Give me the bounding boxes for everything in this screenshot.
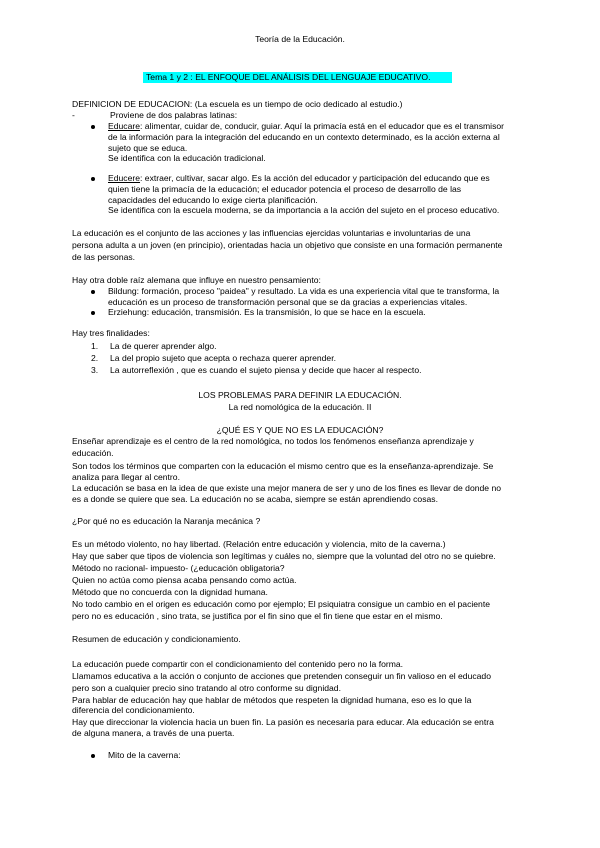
problems-title: LOS PROBLEMAS PARA DEFINIR LA EDUCACIÓN. (198, 390, 402, 400)
bullet-icon (91, 311, 95, 315)
orange-heading: ¿Por qué no es educación la Naranja mecánica ? (72, 516, 261, 526)
what-is-line: Enseñar aprendizaje es el centro de la red nomológica, no todos los fenómenos enseñanza aprendizaje y (72, 436, 474, 446)
purpose-number: 1. (91, 341, 99, 351)
purpose-number: 3. (91, 365, 99, 375)
summary-line: diferencia del condicionamiento. (72, 705, 195, 715)
topic-title: Tema 1 y 2 : EL ENFOQUE DEL ANÁLISIS DEL LENGUAJE EDUCATIVO. (146, 72, 431, 82)
what-is-line: Son todos los términos que comparten con la educación el mismo centro que es la enseñanza-aprendizaje. Se (72, 461, 494, 471)
educare-line-3: sujeto que se educa. (108, 143, 188, 153)
purpose-number: 2. (91, 353, 99, 363)
bullet-icon (91, 290, 95, 294)
page-header: Teoría de la Educación. (255, 34, 345, 44)
purpose-text: La de querer aprender algo. (110, 341, 217, 351)
latin-intro: Proviene de dos palabras latinas: (110, 110, 238, 120)
educere-term: Educere (108, 173, 141, 183)
bullet-icon (91, 177, 95, 181)
cave-item: Mito de la caverna: (108, 750, 181, 760)
summary-line: Para hablar de educación hay que hablar de métodos que respeten la dignidad humana, eso es lo que la (72, 695, 472, 705)
educere-line-2: quien tiene la primacía de la educación; el educador potencia el proceso de desarrollo de las (108, 184, 462, 194)
orange-line: pero no es educación , sino trata, se justifica por el fin sino que el fin tiene que estar en el mismo. (72, 611, 443, 621)
summary-line: Hay que direccionar la violencia hacia un buen fin. La pasión es necesaria para educar. Ala educación se entra (72, 717, 494, 727)
what-is-heading: ¿QUÉ ES Y QUE NO ES LA EDUCACIÓN? (216, 425, 384, 435)
summary-line: pero son a cualquier precio sino tratando al otro conforme su dignidad. (72, 683, 341, 693)
what-is-line: analiza para llegar al centro. (72, 472, 180, 482)
what-is-line: educación. (72, 448, 114, 458)
educere-line-3: capacidades del educando lo exige cierta planificación. (108, 195, 318, 205)
educare-line-4: Se identifica con la educación tradicional. (108, 153, 266, 163)
orange-line: Hay que saber que tipos de violencia son legítimas y cuáles no, siempre que la voluntad del otro no se quiebre. (72, 551, 496, 561)
what-is-line: es a donde se quiere que sea. La educación no se acaba, siempre se están aprendiendo cosas. (72, 494, 438, 504)
problems-subtitle: La red nomológica de la educación. II (228, 402, 372, 412)
orange-line: Es un método violento, no hay libertad. (Relación entre educación y violencia, mito de la caverna.) (72, 539, 446, 549)
educare-term: Educare (108, 121, 141, 131)
educere-line-4: Se identifica con la escuela moderna, se da importancia a la acción del sujeto en el proceso educativo. (108, 205, 500, 215)
purpose-text: La autorreflexión , que es cuando el sujeto piensa y decide que hacer al respecto. (110, 365, 422, 375)
definition-heading: DEFINICION DE EDUCACION: (La escuela es un tiempo de ocio dedicado al estudio.) (72, 99, 403, 109)
bullet-icon (91, 125, 95, 129)
orange-line: No todo cambio en el origen es educación como por ejemplo; El psiquiatra consigue un cambio en el paciente (72, 599, 491, 609)
definition-paragraph-line: La educación es el conjunto de las acciones y las influencias ejercidas voluntarias e involuntarias de una (72, 228, 471, 238)
summary-heading: Resumen de educación y condicionamiento. (72, 634, 241, 644)
orange-line: Método no racional- impuesto- (¿educación obligatoria? (72, 563, 285, 573)
educare-line-2: de la información para la integración del educando en un contexto determinado, es la acción externa al (108, 132, 500, 142)
definition-paragraph-line: de las personas. (72, 252, 136, 262)
educere-line-1: Educere: extraer, cultivar, sacar algo. Es la acción del educador y participación del educando que es (108, 173, 490, 183)
purpose-text: La del propio sujeto que acepta o rechaza querer aprender. (110, 353, 336, 363)
latin-dash: - (72, 110, 75, 120)
summary-line: de alguna manera, a través de una puerta. (72, 728, 235, 738)
purposes-intro: Hay tres finalidades: (72, 328, 150, 338)
german-item-erziehung: Erziehung: educación, transmisión. Es la transmisión, lo que se hace en la escuela. (108, 307, 426, 317)
educare-line-1: Educare: alimentar, cuidar de, conducir, guiar. Aquí la primacía está en el educador que es el transmisor (108, 121, 505, 131)
bullet-icon (91, 754, 95, 758)
german-intro: Hay otra doble raíz alemana que influye en nuestro pensamiento: (72, 275, 321, 285)
summary-line: La educación puede compartir con el condicionamiento del contenido pero no la forma. (72, 659, 404, 669)
definition-paragraph-line: persona adulta a un joven (en principio), orientadas hacia un objetivo que consiste en una formación permanente (72, 240, 503, 250)
orange-line: Quien no actúa como piensa acaba pensando como actúa. (72, 575, 297, 585)
what-is-line: La educación se basa en la idea de que existe una mejor manera de ser y uno de los fines es llevar de donde no (72, 483, 502, 493)
summary-line: Llamamos educativa a la acción o conjunto de acciones que pretenden conseguir un fin valioso en el educado (72, 671, 491, 681)
german-item-bildung-cont: educación es un proceso de transformación personal que se da gracias a experiencias vitales. (108, 297, 468, 307)
orange-line: Método que no concuerda con la dignidad humana. (72, 587, 268, 597)
german-item-bildung: Bildung: formación, proceso "paidea" y resultado. La vida es una experiencia vital que te transforma, la (108, 286, 500, 296)
